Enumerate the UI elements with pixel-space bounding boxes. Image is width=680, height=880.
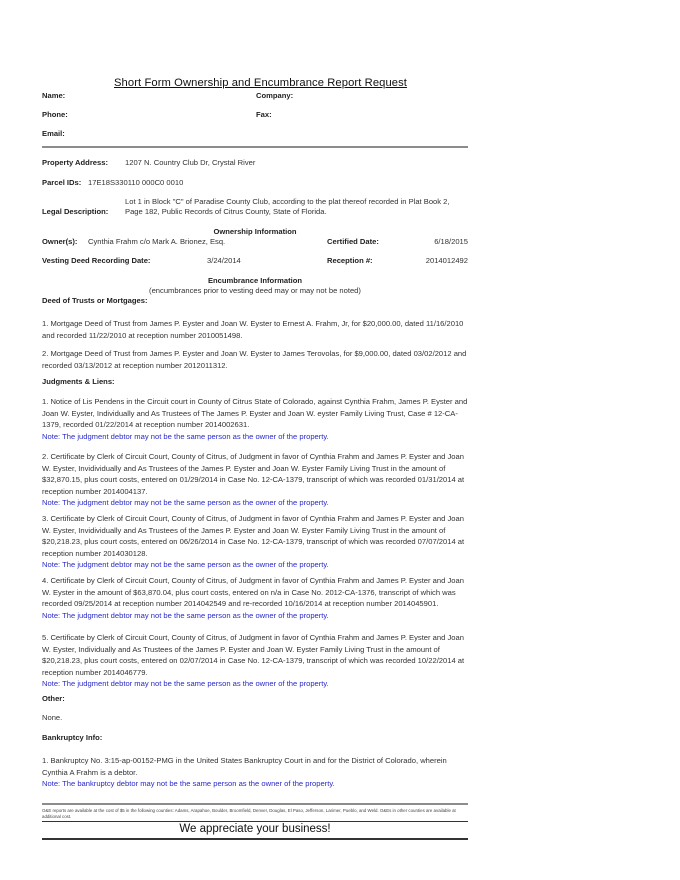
judgment-note: Note: The judgment debtor may not be the same person as the owner of the property.	[42, 431, 329, 441]
judgment-text: 4. Certificate by Clerk of Circuit Court, County of Citrus, of Judgment in favor of Cynthia Frahm and James P. Eyster and Joan W. Eyster in the amount of $63,870.04, plus court costs, entered on n/a in Case No. 2012-CA-1376, transcript of which was recorded 09/25/2014 at reception number 2014042549 and re-recorded 10/16/2014 at reception number 2014045901.	[42, 576, 464, 608]
judgment-item	[42, 451, 468, 509]
other-label: Other:	[42, 694, 65, 703]
judgment-text: 1. Notice of Lis Pendens in the Circuit court in County of Citrus State of Colorado, against Cynthia Frahm, James P. Eyster and Joan W. Eyster, Individually and As Trustees of The James P. Eyster and Joan W. eyster Family Living Trust, Case # 12-CA-1379, recorded 01/22/2014 at reception number 2014002631.	[42, 397, 468, 429]
bankruptcy-note: Note: The bankruptcy debtor may not be the same person as the owner of the property.	[42, 779, 335, 788]
legal-description-label: Legal Description:	[42, 207, 109, 216]
bankruptcy-text: 1. Bankruptcy No. 3:15-ap-00152-PMG in the United States Bankruptcy Court in and for the District of Colorado, wherein Cynthia A Frahm is a debtor.	[42, 756, 447, 777]
owners-label: Owner(s):	[42, 237, 78, 246]
ownership-heading: Ownership Information	[213, 227, 297, 236]
parcel-ids-value: 17E18S330110 000C0 0010	[88, 178, 184, 187]
report-title: Short Form Ownership and Encumbrance Report Request	[114, 77, 408, 89]
property-address-label: Property Address:	[42, 158, 108, 167]
judgment-item	[42, 396, 468, 442]
other-value: None.	[42, 713, 63, 722]
legal-description-line2: Page 182, Public Records of Citrus County, State of Florida.	[125, 207, 327, 216]
fax-label: Fax:	[256, 110, 272, 119]
legal-description-line1: Lot 1 in Block "C" of Paradise County Club, according to the plat thereof recorded in Plat Book 2,	[125, 197, 450, 206]
footer-rule-bottom	[42, 838, 468, 840]
footer-divider	[42, 803, 468, 805]
footer-fine-print: O&E reports are available at the cost of $5 in the following counties: Adams, Arapahoe, Boulder, Broomfield, Denver, Douglas, El Paso, Jefferson, Larimer, Pueblo, and Weld. O&Es in other counties are available at additional cost.	[42, 808, 456, 819]
reception-label: Reception #:	[327, 256, 373, 265]
certified-date-label: Certified Date:	[327, 237, 379, 246]
phone-label: Phone:	[42, 110, 68, 119]
thanks-message: We appreciate your business!	[179, 823, 331, 835]
certified-date-value: 6/18/2015	[434, 237, 468, 246]
encumbrance-heading: Encumbrance Information	[207, 276, 303, 285]
judgment-item	[42, 575, 468, 621]
judgment-text: 2. Certificate by Clerk of Circuit Court, County of Citrus, of Judgment in favor of Cynthia Frahm and James P. Eyster and Joan W. Eyster, Invidividually and As Trustees of the James P. Eyster and Joan W. Eyster Family Living Trust in the amount of $32,870.15, plus court costs, entered on 01/29/2014 in Case No. 12-CA-1379, transcript of which was recorded 01/31/2014 at reception number 2014004137.	[42, 452, 465, 496]
bankruptcy-label: Bankruptcy Info:	[42, 733, 103, 742]
owners-value: Cynthia Frahm c/o Mark A. Brionez, Esq.	[88, 237, 226, 246]
reception-value: 2014012492	[425, 256, 468, 265]
judgment-text: 3. Certificate by Clerk of Circuit Court, County of Citrus, of Judgment in favor of Cynthia Frahm and James P. Eyster and Joan W. Eyster, Invidividually and As Trustees of the James P. Eyster and Joan W. Eyster Family Living Trust in the amount of $20,218.23, plus court costs, entered on 06/26/2014 in Case No. 12-CA-1379, transcript of which was recorded 07/07/2014 at reception number 2014030128.	[42, 514, 465, 558]
deed-item: 2. Mortgage Deed of Trust from James P. Eyster and Joan W. Eyster to James Terovolas, for $9,000.00, dated 03/02/2012 and recorded 03/13/2012 at reception number 2012011312.	[42, 349, 467, 370]
company-label: Company:	[256, 91, 294, 100]
bankruptcy-item	[42, 755, 468, 790]
property-address-value: 1207 N. Country Club Dr, Crystal River	[125, 158, 256, 167]
deed-item: 1. Mortgage Deed of Trust from James P. Eyster and Joan W. Eyster to Ernest A. Frahm, Jr, for $20,000.00, dated 11/16/2010 and recorded 11/22/2010 at reception number 2010051498.	[42, 319, 464, 340]
vesting-deed-value: 3/24/2014	[207, 256, 241, 265]
judgments-label: Judgments & Liens:	[42, 377, 115, 386]
encumbrance-subheading: (encumbrances prior to vesting deed may or may not be noted)	[149, 286, 361, 295]
judgment-item	[42, 632, 468, 690]
email-label: Email:	[42, 129, 65, 138]
judgment-note: Note: The judgment debtor may not be the same person as the owner of the property.	[42, 610, 329, 620]
judgment-note: Note: The judgment debtor may not be the same person as the owner of the property.	[42, 560, 329, 569]
parcel-ids-label: Parcel IDs:	[42, 178, 82, 187]
judgment-note: Note: The judgment debtor may not be the same person as the owner of the property.	[42, 498, 329, 507]
vesting-deed-label: Vesting Deed Recording Date:	[42, 256, 151, 265]
name-label: Name:	[42, 91, 66, 100]
footer-rule-top	[42, 821, 468, 822]
deeds-label: Deed of Trusts or Mortgages:	[42, 296, 148, 305]
judgment-text: 5. Certificate by Clerk of Circuit Court, County of Citrus, of Judgment in favor of Cynthia Frahm and James P. Eyster and Joan W. Eyster, Individually and As Trustees of the James P. Eyster and Joan W. Eyster Family Living Trust in the amount of $20,218.23, plus court costs, entered on 02/07/2014 in Case No. 12-CA-1379, transcript of which was recorded 10/22/2014 at reception number 2014046779.	[42, 633, 465, 677]
divider	[42, 146, 468, 148]
judgment-item	[42, 513, 468, 571]
judgment-note: Note: The judgment debtor may not be the same person as the owner of the property.	[42, 679, 329, 688]
